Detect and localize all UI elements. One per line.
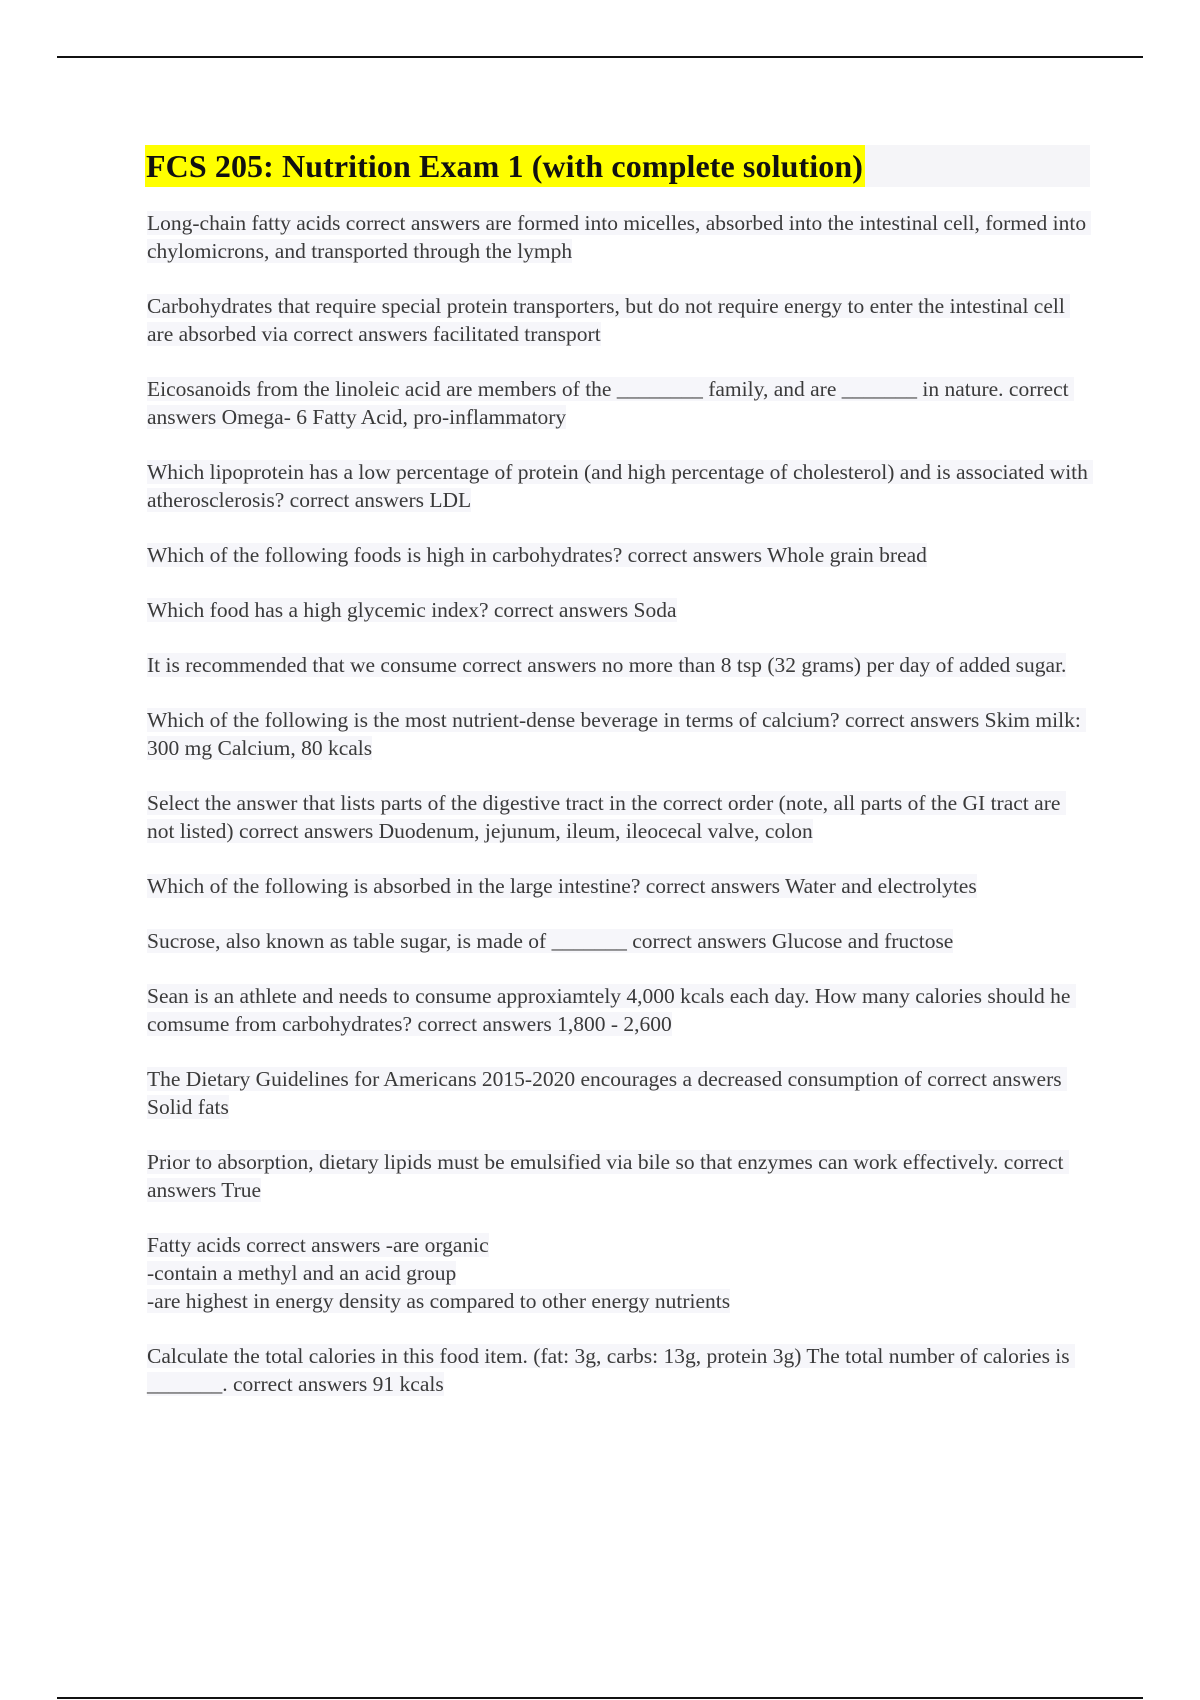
document-body <box>145 145 1094 1425</box>
qa-text: Which food has a high glycemic index? correct answers Soda <box>147 598 677 622</box>
qa-item <box>145 1065 1090 1121</box>
qa-text: Sean is an athlete and needs to consume approxiamtely 4,000 kcals each day. How many calories should he comsume from carbohydrates? correct answers 1,800 - 2,600 <box>147 984 1076 1036</box>
qa-item <box>145 927 1090 955</box>
qa-text: Eicosanoids from the linoleic acid are members of the ________ family, and are _______ in nature. correct answers Omega- 6 Fatty Acid, pro-inflammatory <box>147 377 1074 429</box>
qa-text: It is recommended that we consume correct answers no more than 8 tsp (32 grams) per day of added sugar. <box>147 653 1067 677</box>
qa-text: The Dietary Guidelines for Americans 2015-2020 encourages a decreased consumption of correct answers Solid fats <box>147 1067 1067 1119</box>
qa-text: Which lipoprotein has a low percentage of protein (and high percentage of cholesterol) and is associated with atherosclerosis? correct answers LDL <box>147 460 1094 512</box>
qa-item <box>145 706 1090 762</box>
document-title: FCS 205: Nutrition Exam 1 (with complete solution) <box>145 145 865 187</box>
qa-item <box>145 1231 1090 1315</box>
qa-item <box>145 982 1090 1038</box>
top-rule <box>57 56 1143 58</box>
qa-item <box>145 789 1090 845</box>
qa-text: Fatty acids correct answers -are organic -contain a methyl and an acid group -are highest in energy density as compared to other energy nutrients <box>147 1233 731 1313</box>
qa-item <box>145 596 1090 624</box>
qa-text: Which of the following foods is high in carbohydrates? correct answers Whole grain bread <box>147 543 927 567</box>
qa-item <box>145 541 1090 569</box>
qa-item <box>145 651 1090 679</box>
qa-text: Long-chain fatty acids correct answers are formed into micelles, absorbed into the intestinal cell, formed into chylomicrons, and transported through the lymph <box>147 211 1092 263</box>
qa-item <box>145 1342 1090 1398</box>
bottom-rule <box>57 1697 1143 1699</box>
qa-item <box>145 458 1094 514</box>
qa-item <box>145 1148 1090 1204</box>
qa-text: Which of the following is absorbed in the large intestine? correct answers Water and electrolytes <box>147 874 977 898</box>
title-bar <box>145 145 1090 187</box>
qa-item <box>145 375 1090 431</box>
qa-item <box>145 209 1090 265</box>
qa-text: Sucrose, also known as table sugar, is made of _______ correct answers Glucose and fructose <box>147 929 954 953</box>
qa-text: Carbohydrates that require special protein transporters, but do not require energy to enter the intestinal cell are absorbed via correct answers facilitated transport <box>147 294 1071 346</box>
qa-text: Select the answer that lists parts of the digestive tract in the correct order (note, all parts of the GI tract are not listed) correct answers Duodenum, jejunum, ileum, ileocecal valve, colon <box>147 791 1066 843</box>
qa-item <box>145 292 1090 348</box>
qa-text: Calculate the total calories in this food item. (fat: 3g, carbs: 13g, protein 3g) The total number of calories is _______. correct answers 91 kcals <box>147 1344 1076 1396</box>
qa-text: Which of the following is the most nutrient-dense beverage in terms of calcium? correct answers Skim milk: 300 mg Calcium, 80 kcals <box>147 708 1087 760</box>
qa-text: Prior to absorption, dietary lipids must be emulsified via bile so that enzymes can work effectively. correct answers True <box>147 1150 1069 1202</box>
qa-item <box>145 872 1090 900</box>
